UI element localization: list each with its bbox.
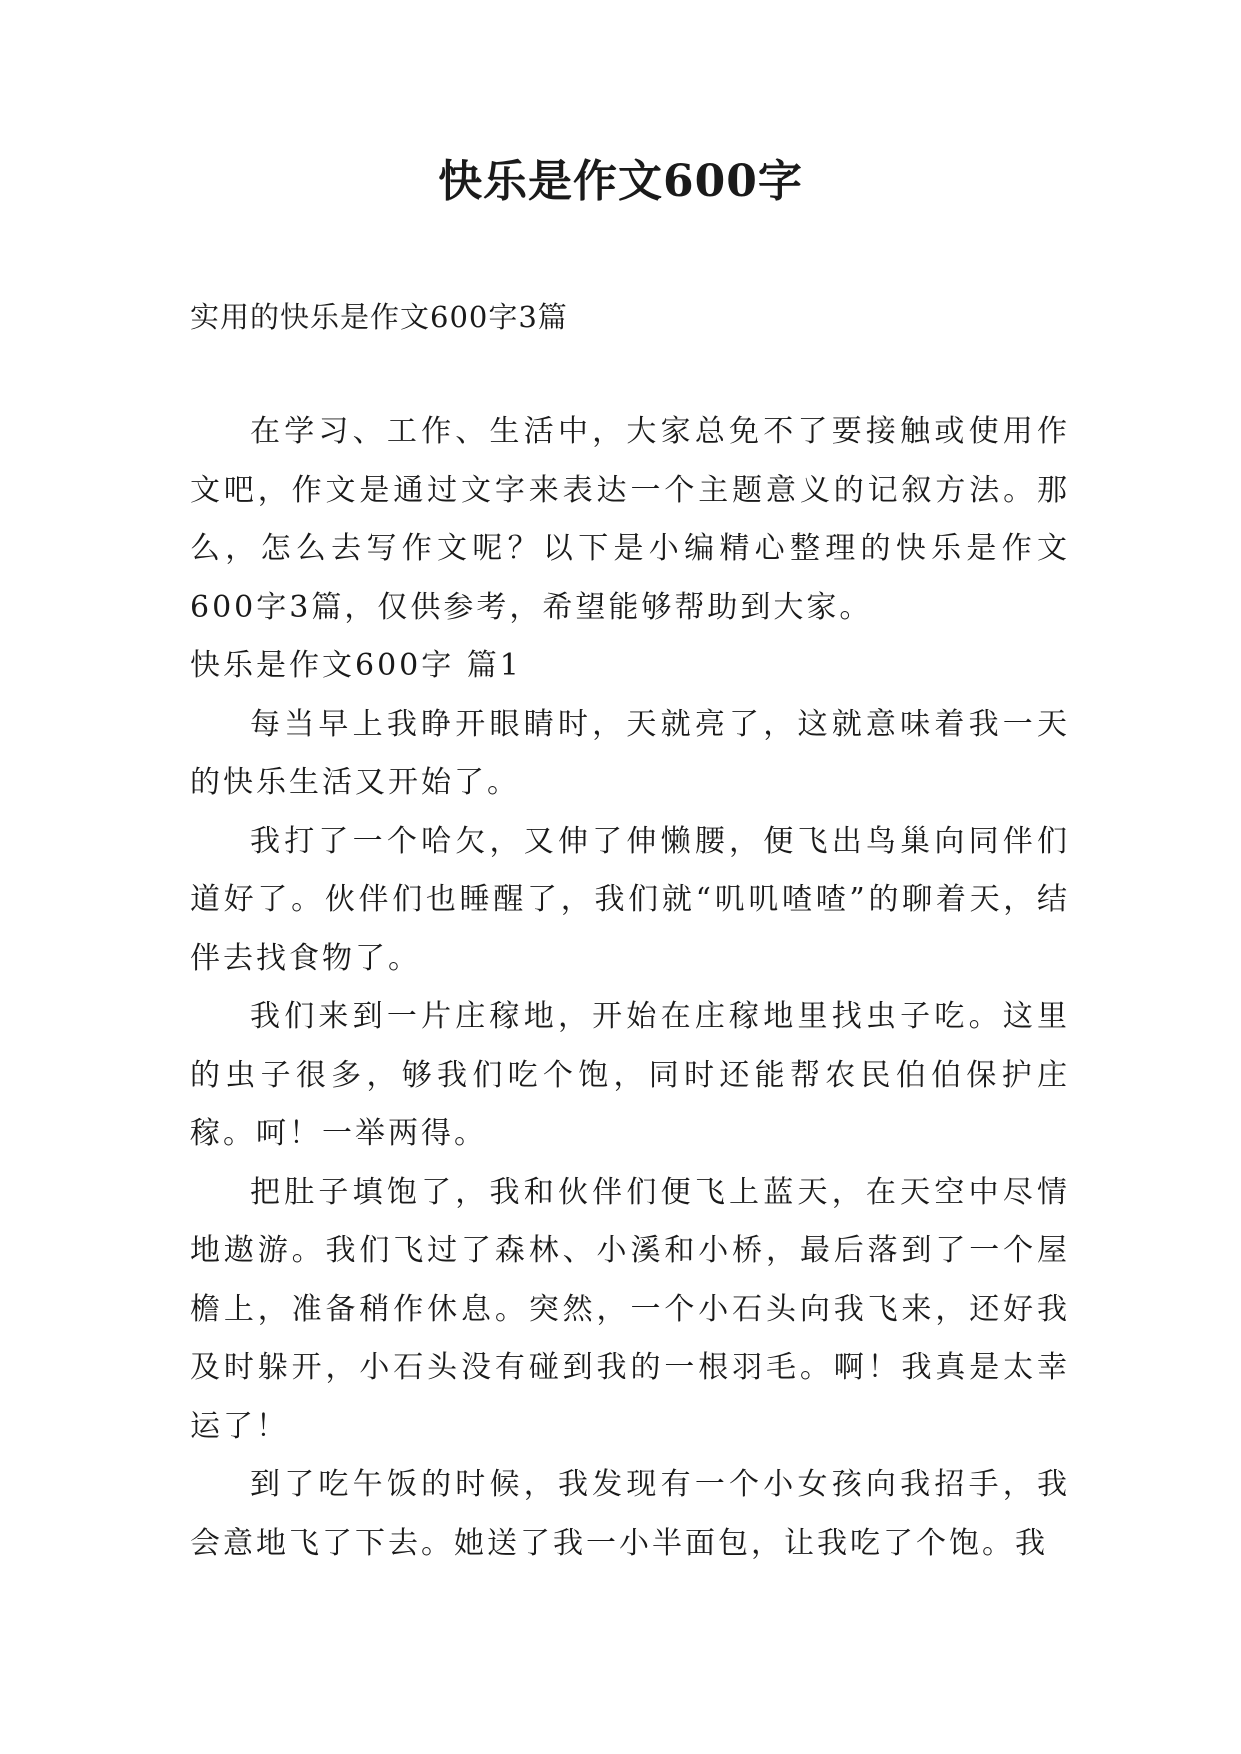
body-paragraph: 每当早上我睁开眼睛时，天就亮了，这就意味着我一天的快乐生活又开始了。: [190, 706, 1070, 800]
body-paragraph: 我们来到一片庄稼地，开始在庄稼地里找虫子吃。这里的虫子很多，够我们吃个饱，同时还能帮农民伯伯保护庄稼。呵！一举两得。: [190, 999, 1070, 1151]
section-heading: 快乐是作文600字 篇1: [190, 648, 522, 683]
body-paragraph: 把肚子填饱了，我和伙伴们便飞上蓝天，在天空中尽情地遨游。我们飞过了森林、小溪和小桥，最后落到了一个屋檐上，准备稍作休息。突然，一个小石头向我飞来，还好我及时躲开，小石头没有碰到我的一根羽毛。啊！我真是太幸运了！: [190, 1174, 1070, 1444]
body-paragraph: 我打了一个哈欠，又伸了伸懒腰，便飞出鸟巢向同伴们道好了。伙伴们也睡醒了，我们就“叽叽喳喳”的聊着天，结伴去找食物了。: [190, 823, 1070, 976]
document-title: 快乐是作文600字: [438, 156, 803, 207]
body-paragraph: 到了吃午饭的时候，我发现有一个小女孩向我招手，我会意地飞了下去。她送了我一小半面包，让我吃了个饱。我: [190, 1467, 1070, 1561]
intro-paragraph: 在学习、工作、生活中，大家总免不了要接触或使用作文吧，作文是通过文字来表达一个主题意义的记叙方法。那么，怎么去写作文呢？以下是小编精心整理的快乐是作文600字3篇，仅供参考，希望能够帮助到大家。: [190, 414, 1070, 625]
document-subtitle: 实用的快乐是作文600字3篇: [190, 300, 568, 334]
document-body: [190, 403, 1070, 1573]
